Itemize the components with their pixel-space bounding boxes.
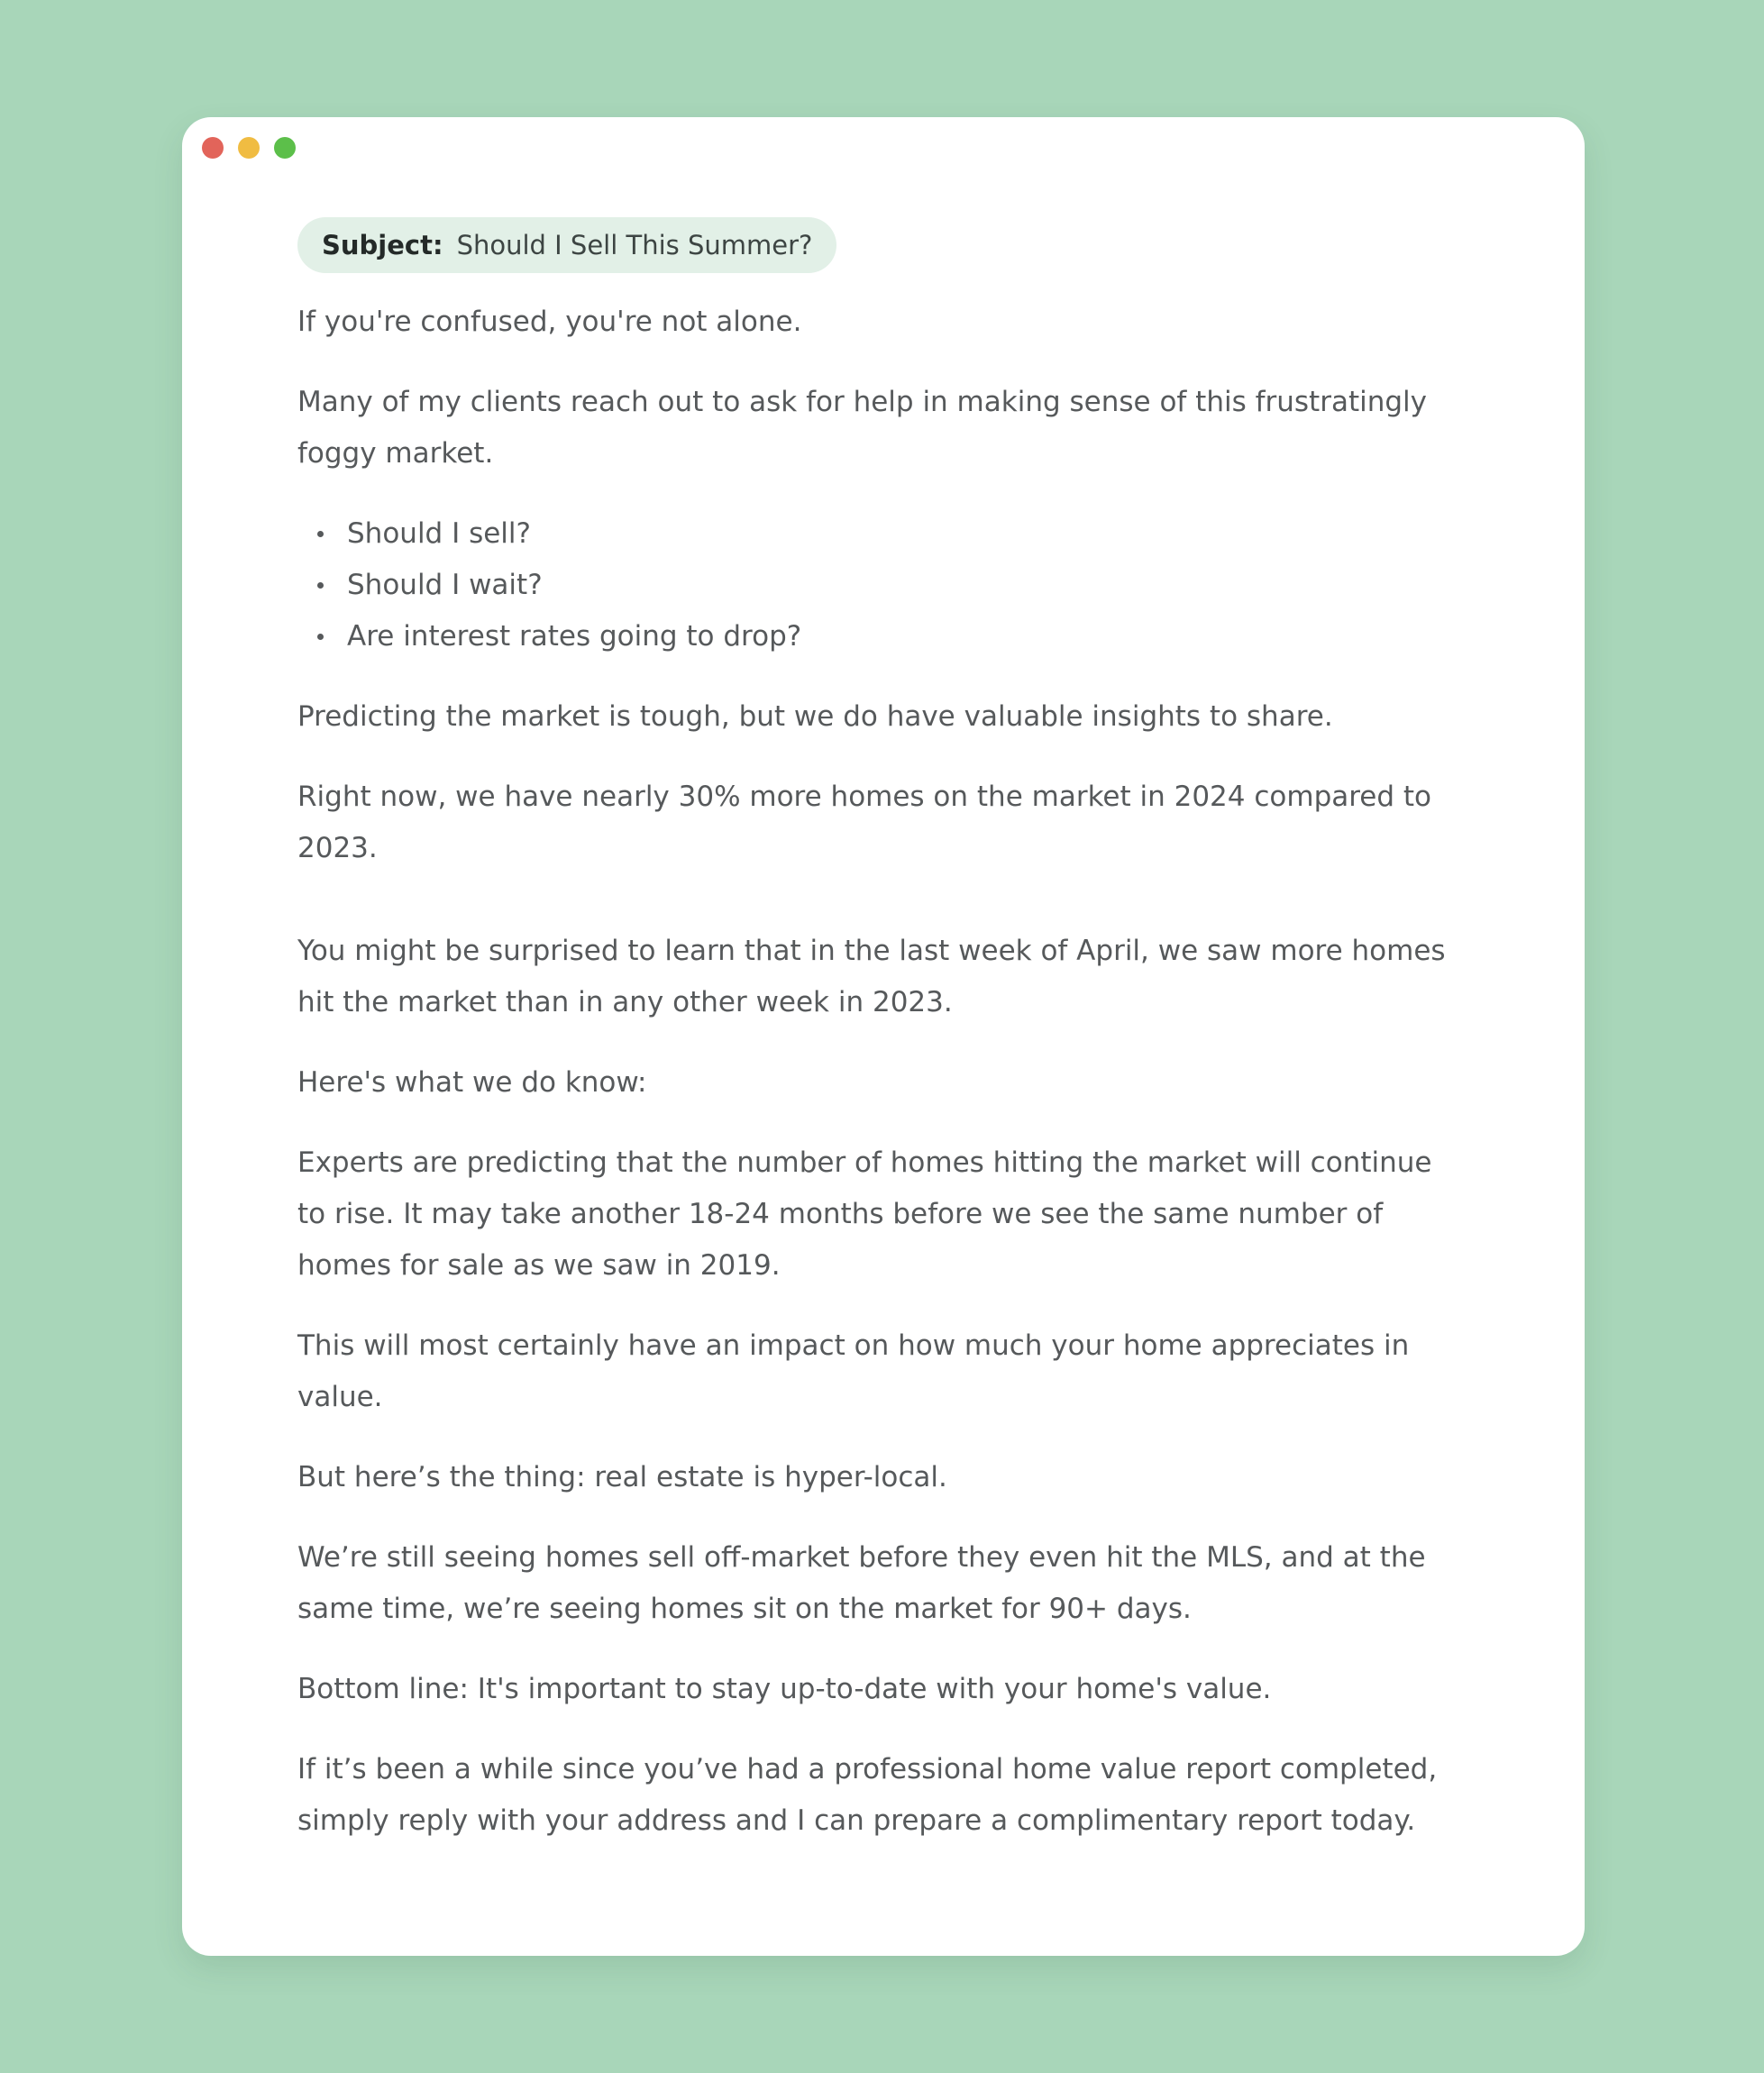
bullet-item-text: Should I sell? xyxy=(347,517,531,550)
subject-pill xyxy=(297,217,836,273)
email-paragraph: Predicting the market is tough, but we do have valuable insights to share. xyxy=(297,700,1333,733)
email-paragraph: Experts are predicting that the number of homes hitting the market will continue to rise. It may take another 18-24 months before we see the same number of homes for sale as we saw in 2019. xyxy=(297,1146,1432,1282)
email-paragraph: If you're confused, you're not alone. xyxy=(297,306,802,338)
bullet-dot-icon xyxy=(317,582,324,589)
bullet-list xyxy=(297,508,1460,662)
bullet-dot-icon xyxy=(317,634,324,640)
bullet-item-text: Should I wait? xyxy=(347,569,543,601)
email-window xyxy=(182,117,1585,1956)
minimize-button[interactable] xyxy=(238,137,260,159)
window-controls xyxy=(202,137,296,159)
close-button[interactable] xyxy=(202,137,224,159)
email-paragraph: Right now, we have nearly 30% more homes on the market in 2024 compared to 2023. xyxy=(297,781,1432,864)
email-paragraph: Bottom line: It's important to stay up-to-date with your home's value. xyxy=(297,1673,1272,1705)
bullet-item xyxy=(297,508,1460,560)
subject-value: Should I Sell This Summer? xyxy=(456,230,813,260)
email-paragraph: Many of my clients reach out to ask for help in making sense of this frustratingly foggy market. xyxy=(297,386,1428,470)
email-body xyxy=(297,297,1460,1847)
email-paragraph: But here’s the thing: real estate is hyper-local. xyxy=(297,1461,947,1493)
zoom-button[interactable] xyxy=(274,137,296,159)
bullet-item xyxy=(297,560,1460,611)
bullet-item-text: Are interest rates going to drop? xyxy=(347,620,802,653)
email-paragraph: We’re still seeing homes sell off-market before they even hit the MLS, and at the same time, we’re seeing homes sit on the market for 90+ days. xyxy=(297,1541,1426,1625)
email-paragraph: This will most certainly have an impact on how much your home appreciates in value. xyxy=(297,1329,1410,1413)
email-paragraph: If it’s been a while since you’ve had a professional home value report completed, simply reply with your address and I can prepare a complimentary report today. xyxy=(297,1753,1438,1837)
subject-label: Subject: xyxy=(322,230,443,260)
email-paragraph: Here's what we do know: xyxy=(297,1066,647,1099)
email-content xyxy=(182,117,1585,1847)
bullet-dot-icon xyxy=(317,531,324,537)
bullet-item xyxy=(297,611,1460,662)
email-paragraph: You might be surprised to learn that in the last week of April, we saw more homes hit the market than in any other week in 2023. xyxy=(297,935,1446,1018)
